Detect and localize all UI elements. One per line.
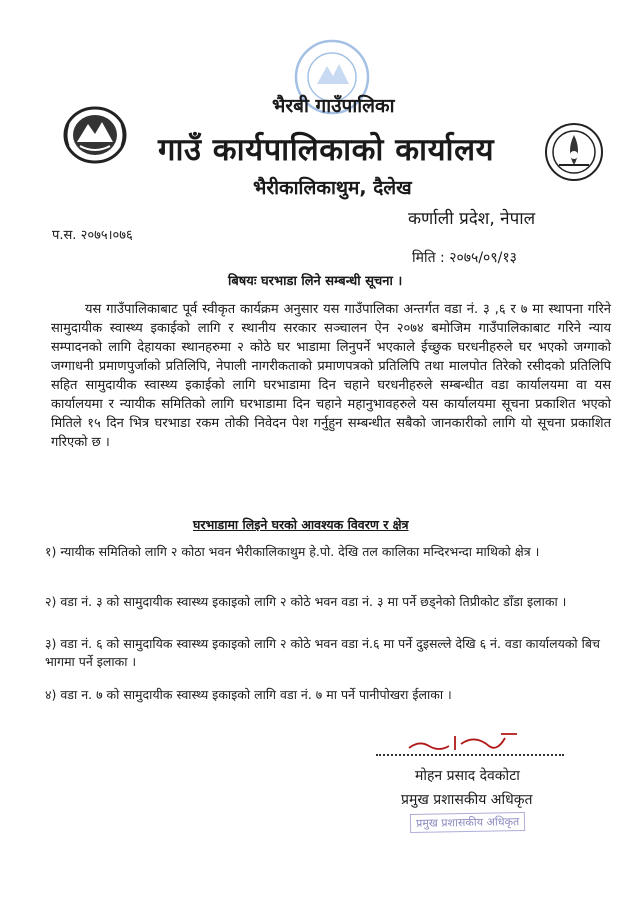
office-title: गाउँ कार्यपालिकाको कार्यालय	[158, 132, 495, 168]
signatory-name: मोहन प्रसाद देवकोटा	[415, 768, 520, 784]
office-location: भैरीकालिकाथुम, दैलेख	[253, 177, 412, 199]
list-item: १) न्यायीक समितिको लागि २ कोठा भवन भैरीकालिकाथुम हे.पो. देखि तल कालिका मन्दिरभन्दा माथिको क्षेत्र ।	[45, 544, 540, 559]
notice-body: यस गाउँपालिकाबाट पूर्व स्वीकृत कार्यक्रम अनुसार यस गाउँपालिका अन्तर्गत वडा नं. ३ ,६ र ७ मा स्थापना गरिने सामुदायीक स्वास्थ्य इकाईको लागि र स्थानीय सरकार सञ्चालन ऐन २०७४ बमोजिम गाउँपालिकाबाट गरिने न्याय सम्पादनको लागि देहायका स्थानहरुमा २ कोठे घर भाडामा लिनुपर्ने भएकाले ईच्छुक घरधनीहरुले घर भएको जग्गाको जग्गाधनी प्रमाणपुर्जाको प्रतिलिपि, नेपाली नागरीकताको प्रमाणपत्रको प्रतिलिपि तथा मालपोत तिरेको रसीदको प्रतिलिपि सहित सामुदायीक स्वास्थ्य इकाईको लागि घरभाडामा दिन चहाने घरधनीहरुले सम्बन्धीत वडा कार्यालयमा वा यस कार्यालयमा र न्यायीक समितिको लागि घरभाडामा दिन चहाने महानुभावहरुले यस कार्यालयमा सूचना प्रकाशित भएको मितिले १५ दिन भित्र घरभाडा रकम तोकी निवेदन पेश गर्नुहुन सम्बन्धीत सबैको जानकारीको लागि यो सूचना प्रकाशित गरिएको छ ।	[51, 302, 611, 450]
municipality-seal-icon	[543, 121, 605, 183]
municipality-name: भैरबी गाउँपालिका	[272, 95, 395, 117]
reference-number: प.स. २०७५।०७६	[52, 228, 133, 243]
province-name: कर्णाली प्रदेश, नेपाल	[408, 209, 536, 229]
signatory-title: प्रमुख प्रशासकीय अधिकृत	[401, 792, 533, 808]
list-item: २) वडा नं. ३ को सामुदायीक स्वास्थ्य इकाइको लागि २ कोठे भवन वडा नं. ३ मा पर्ने छड्नेको तिप्रीकोट डाँडा इलाका ।	[45, 594, 567, 609]
handwritten-signature	[405, 730, 525, 756]
list-item: ४) वडा न. ७ को सामुदायीक स्वास्थ्य इकाइको लागि वडा नं. ७ मा पर्ने पानीपोखरा ईलाका ।	[45, 687, 452, 702]
notice-date: मिति : २०७५/०९/१३	[412, 250, 517, 266]
official-stamp: प्रमुख प्रशासकीय अधिकृत	[410, 812, 526, 833]
section-title: घरभाडामा लिइने घरको आवश्यक विवरण र क्षेत्र	[193, 517, 409, 532]
signature-line	[376, 754, 564, 756]
nepal-emblem-icon	[60, 104, 130, 166]
notice-subject: बिषयः घरभाडा लिने सम्बन्धी सूचना ।	[228, 274, 403, 289]
list-item: ३) वडा नं. ६ को सामुदायिक स्वास्थ्य इकाइको लागि २ कोठे भवन वडा नं.६ मा पर्ने दुइसल्ले देखि ६ नं. वडा कार्यालयको बिच भागमा पर्ने इलाका ।	[45, 636, 600, 669]
